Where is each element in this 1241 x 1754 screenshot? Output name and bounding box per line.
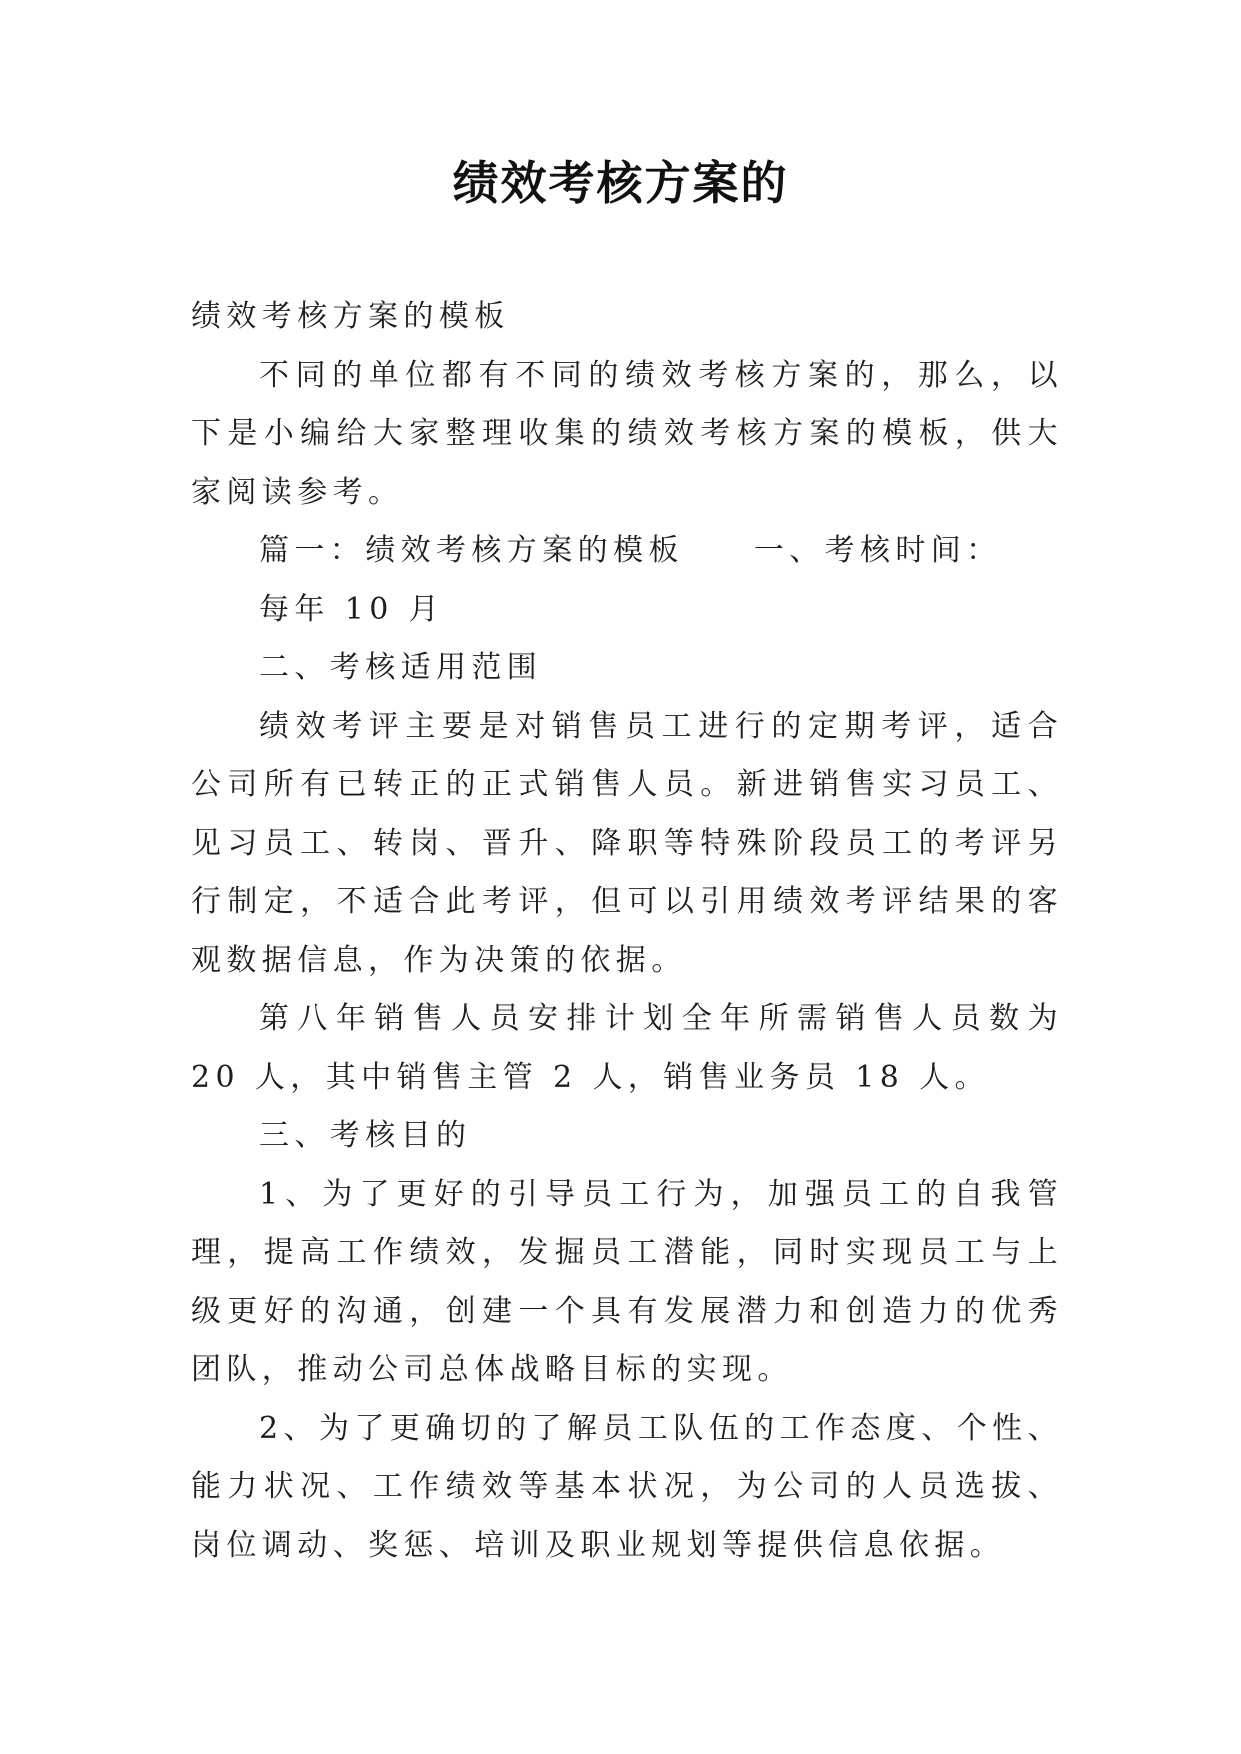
part-one-heading: 篇一：绩效考核方案的模板 [259, 533, 684, 568]
heading-scope: 二、考核适用范围 [259, 650, 543, 685]
paragraph-section-heading [191, 522, 1063, 581]
paragraph-purpose-2: 2、为了更确切的了解员工队伍的工作态度、个性、能力状况、工作绩效等基本状况，为公司的人员选拔、岗位调动、奖惩、培训及职业规划等提供信息依据。 [191, 1410, 1063, 1563]
document-title: 绩效考核方案的 [452, 156, 789, 210]
paragraph-purpose-1: 1、为了更好的引导员工行为，加强员工的自我管理，提高工作绩效，发掘员工潜能，同时实现员工与上级更好的沟通，创建一个具有发展潜力和创造力的优秀团队，推动公司总体战略目标的实现。 [191, 1176, 1063, 1387]
document-subtitle: 绩效考核方案的模板 [191, 299, 510, 334]
paragraph-assessment-time: 每年 10 月 [259, 591, 445, 627]
paragraph-intro: 不同的单位都有不同的绩效考核方案的，那么，以下是小编给大家整理收集的绩效考核方案的模板，供大家阅读参考。 [191, 357, 1063, 510]
assessment-time-heading: 一、考核时间： [753, 533, 1002, 568]
paragraph-scope: 绩效考评主要是对销售员工进行的定期考评，适合公司所有已转正的正式销售人员。新进销售实习员工、见习员工、转岗、晋升、降职等特殊阶段员工的考评另行制定，不适合此考评，但可以引用绩效考评结果的客观数据信息，作为决策的依据。 [191, 708, 1063, 978]
document-body [191, 288, 1063, 1575]
paragraph-staffing-plan: 第八年销售人员安排计划全年所需销售人员数为 20 人，其中销售主管 2 人，销售业务员 18 人。 [191, 1001, 1063, 1095]
heading-purpose: 三、考核目的 [259, 1118, 472, 1153]
